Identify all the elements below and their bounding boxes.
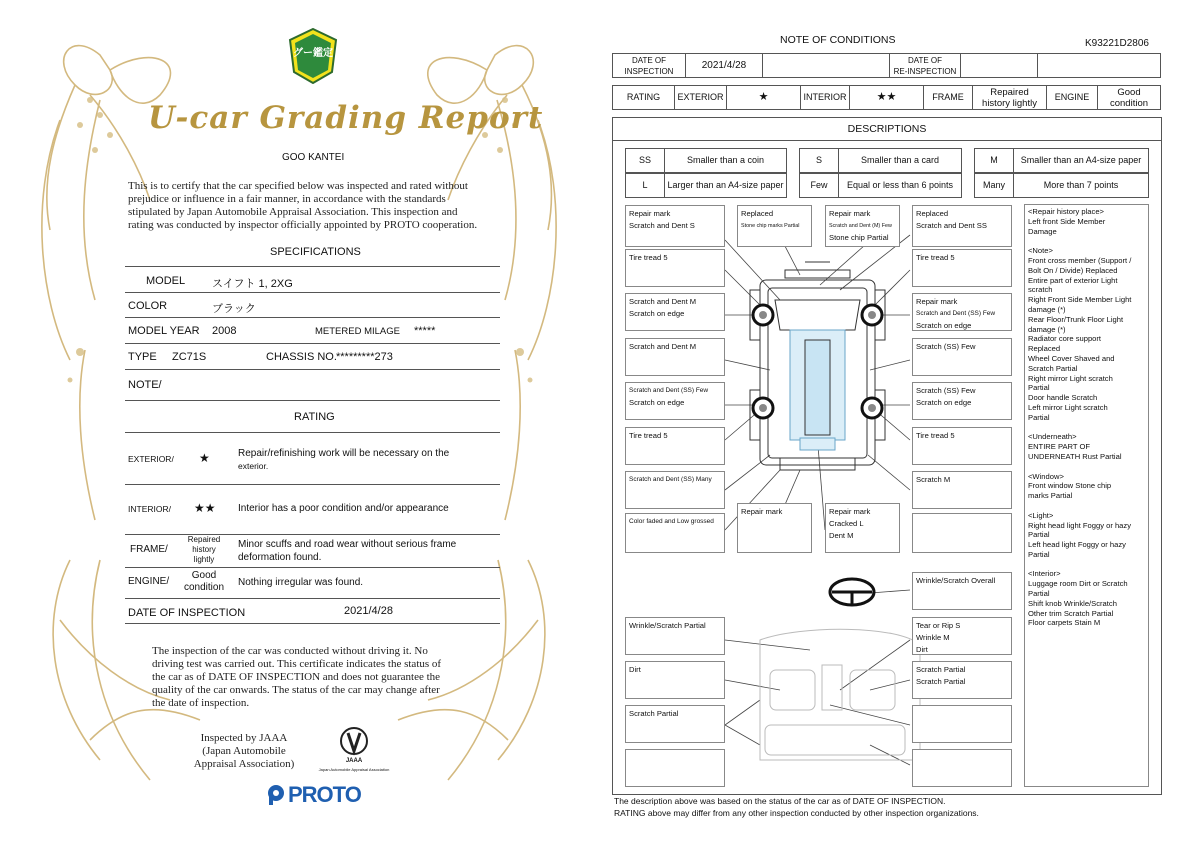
reference-number: K93221D2806 [1085, 38, 1149, 49]
note-box: Scratch Partial Scratch Partial [912, 661, 1012, 699]
exterior-description: Repair/refinishing work will be necessary on the exterior. [238, 448, 450, 471]
description-line [1028, 423, 1145, 433]
description-line: Damage [1028, 226, 1057, 236]
note-box: Repair mark Cracked L Dent M [825, 503, 900, 553]
mileage-value: ***** [414, 325, 436, 337]
divider [125, 598, 500, 599]
engine-label: ENGINE/ [128, 576, 170, 587]
legend-code: M [974, 148, 1014, 173]
exterior-label: EXTERIOR [674, 85, 727, 110]
jaaa-logo [318, 725, 390, 777]
description-line: Other trim Scratch Partial [1028, 608, 1114, 618]
descriptions-heading: DESCRIPTIONS [612, 117, 1162, 141]
engine-value: Good condition [1097, 85, 1161, 110]
jaaa-caption: Japan Automobile Appraisal Association [318, 767, 390, 772]
chassis-value: *********273 [336, 351, 393, 363]
model-year-value: 2008 [212, 325, 237, 337]
divider [125, 484, 500, 485]
color-value: ブラック [212, 303, 256, 315]
footer-line-2: RATING above may differ from any other inspection conducted by other inspection organizations. [614, 808, 979, 818]
steering-wheel-icon [830, 579, 874, 605]
description-line: marks Partial [1028, 491, 1073, 501]
note-box: Repair mark [737, 503, 812, 553]
date-of-inspection-value: 2021/4/28 [685, 53, 763, 78]
jaaa-logo-text: JAAA [345, 758, 363, 764]
engine-label: ENGINE [1046, 85, 1098, 110]
description-line: Wheel Cover Shaved and [1028, 353, 1115, 363]
note-box: Scratch Partial [625, 705, 725, 743]
legend-meaning: Equal or less than 6 points [838, 173, 962, 198]
proto-mark-icon [266, 784, 286, 806]
divider [125, 317, 500, 318]
description-line: Left mirror Light scratch [1028, 402, 1108, 412]
frame-value: Repaired history lightly [972, 85, 1047, 110]
intro-text: This is to certify that the car specified below was inspected and rated without prejudice or influence in a fair manner, in accordance with the standards stipulated by Japan Automobile Appraisal Association. This inspection and rating was conducted by inspector officially appointed by PROTO cooperation. [128, 180, 478, 231]
note-box: Repair mark Scratch and Dent (M) Few Stone chip Partial [825, 205, 900, 247]
description-line [1028, 560, 1145, 570]
car-interior-view [760, 629, 920, 760]
note-box: Tire tread 5 [912, 427, 1012, 465]
description-line: scratch [1028, 285, 1053, 295]
description-line: Entire part of exterior Light [1028, 275, 1118, 285]
legend-meaning: Smaller than a coin [664, 148, 787, 173]
note-box: Wrinkle/Scratch Overall [912, 572, 1012, 610]
description-line: Front cross member (Support / [1028, 255, 1132, 265]
description-line: Scratch Partial [1028, 363, 1078, 373]
note-box: Dirt [625, 661, 725, 699]
mileage-label: METERED MILAGE [315, 326, 400, 337]
legend-code: L [625, 173, 665, 198]
description-line: UNDERNEATH Rust Partial [1028, 451, 1122, 461]
note-box: Scratch and Dent (SS) Few Scratch on edge [625, 382, 725, 420]
description-line: Rear Floor/Trunk Floor Light [1028, 314, 1124, 324]
description-line: damage (*) [1028, 304, 1066, 314]
description-line: Front window Stone chip [1028, 481, 1112, 491]
description-line: Shift knob Wrinkle/Scratch [1028, 598, 1117, 608]
divider [125, 400, 500, 401]
note-box: Replaced Stone chip marks Partial [737, 205, 812, 247]
divider [125, 266, 500, 267]
note-box: Tear or Rip S Wrinkle M Dirt [912, 617, 1012, 655]
divider [125, 432, 500, 433]
footer-line-1: The description above was based on the status of the car as of DATE OF INSPECTION. [614, 796, 946, 806]
type-value: ZC71S [172, 351, 207, 363]
proto-logo [266, 780, 361, 810]
report-subtitle: GOO KANTEI [282, 152, 345, 163]
jaaa-emblem-icon [318, 725, 390, 759]
description-line: Luggage room Dirt or Scratch [1028, 579, 1128, 589]
frame-description: Minor scuffs and road wear without serious frame deformation found. [238, 539, 457, 563]
description-line: Right mirror Light scratch [1028, 373, 1113, 383]
description-line: Door handle Scratch [1028, 393, 1098, 403]
description-line: Floor carpets Stain M [1028, 618, 1101, 628]
description-line: damage (*) [1028, 324, 1066, 334]
frame-label: FRAME [923, 85, 973, 110]
note-box: Scratch M [912, 471, 1012, 509]
legend-meaning: Smaller than an A4-size paper [1013, 148, 1149, 173]
description-line: <Light> [1028, 510, 1054, 520]
note-box: Scratch and Dent M Scratch on edge [625, 293, 725, 331]
report-title: U-car Grading Report [148, 100, 544, 136]
divider [125, 567, 500, 568]
rating-label: RATING [612, 85, 675, 110]
note-box: Repair mark Scratch and Dent S [625, 205, 725, 247]
note-box: Tire tread 5 [625, 427, 725, 465]
model-value: スイフト 1, 2XG [212, 278, 293, 290]
interior-rating: ★★ [194, 501, 216, 515]
note-box: Scratch (SS) Few Scratch on edge [912, 382, 1012, 420]
description-list [1024, 204, 1149, 787]
divider [125, 623, 500, 624]
description-line: <Interior> [1028, 569, 1061, 579]
legend-meaning: More than 7 points [1013, 173, 1149, 198]
description-line: Replaced [1028, 344, 1061, 354]
specifications-heading: SPECIFICATIONS [270, 246, 361, 258]
closing-text: The inspection of the car was conducted without driving it. No driving test was carried out. This certificate indicates the status of the car as of DATE OF INSPECTION and does not guarantee the quality of the car onwards. The status of the car may change after the date of inspection. [152, 645, 442, 709]
note-box: Color faded and Low grossed [625, 513, 725, 553]
badge-text: グー鑑定 [293, 48, 333, 59]
exterior-value: ★ [726, 85, 801, 110]
note-label: NOTE/ [128, 379, 162, 391]
description-line: Radiator core support [1028, 334, 1102, 344]
frame-rating: Repaired history lightly [187, 535, 221, 564]
description-line: Right Front Side Member Light [1028, 295, 1132, 305]
note-box [912, 749, 1012, 787]
divider [125, 343, 500, 344]
legend-meaning: Smaller than a card [838, 148, 962, 173]
description-line: <Underneath> [1028, 432, 1077, 442]
chassis-label: CHASSIS NO. [266, 351, 337, 363]
divider [125, 369, 500, 370]
rating-heading: RATING [294, 411, 335, 423]
model-year-label: MODEL YEAR [128, 325, 200, 337]
inspected-by: Inspected by JAAA (Japan Automobile Appraisal Association) [193, 732, 295, 770]
description-line: Partial [1028, 383, 1050, 393]
description-line [1028, 501, 1145, 511]
description-line [1028, 236, 1145, 246]
note-box: Tire tread 5 [625, 249, 725, 287]
interior-description: Interior has a poor condition and/or appearance [238, 503, 449, 514]
divider [125, 292, 500, 293]
note-box [912, 513, 1012, 553]
note-of-conditions-sheet [600, 0, 1200, 848]
interior-label: INTERIOR/ [128, 504, 171, 514]
note-box: Replaced Scratch and Dent SS [912, 205, 1012, 247]
date-of-inspection-label: DATE OF INSPECTION [128, 607, 246, 619]
legend-code: Few [799, 173, 839, 198]
engine-rating: Good condition [183, 570, 225, 593]
date-of-inspection-label: DATE OF INSPECTION [612, 53, 686, 78]
note-box [625, 749, 725, 787]
description-line: Partial [1028, 549, 1050, 559]
interior-label: INTERIOR [800, 85, 850, 110]
note-box: Wrinkle/Scratch Partial [625, 617, 725, 655]
frame-label: FRAME/ [130, 544, 168, 555]
note-box: Scratch and Dent (SS) Many [625, 471, 725, 509]
sheet-title: NOTE OF CONDITIONS [780, 34, 896, 46]
legend-code: Many [974, 173, 1014, 198]
type-label: TYPE [128, 351, 157, 363]
legend-code: SS [625, 148, 665, 173]
exterior-rating: ★ [199, 451, 210, 465]
description-line: Bolt On / Divide) Replaced [1028, 265, 1118, 275]
description-line: Partial [1028, 412, 1050, 422]
description-line: Right head light Foggy or hazy [1028, 520, 1131, 530]
description-line: <Note> [1028, 246, 1053, 256]
note-box: Scratch (SS) Few [912, 338, 1012, 376]
exterior-label: EXTERIOR/ [128, 454, 174, 464]
legend-meaning: Larger than an A4-size paper [664, 173, 787, 198]
model-label: MODEL [146, 275, 186, 287]
description-line: <Window> [1028, 471, 1064, 481]
description-line: ENTIRE PART OF [1028, 442, 1091, 452]
interior-value: ★★ [849, 85, 924, 110]
note-box: Tire tread 5 [912, 249, 1012, 287]
description-line [1028, 462, 1145, 472]
proto-logo-text: PROTO [288, 782, 361, 807]
engine-description: Nothing irregular was found. [238, 577, 364, 588]
note-box: Scratch and Dent M [625, 338, 725, 376]
description-line: Partial [1028, 589, 1050, 599]
goo-kantei-badge [288, 28, 338, 84]
description-line: Left head light Foggy or hazy [1028, 540, 1126, 550]
legend-code: S [799, 148, 839, 173]
description-line: <Repair history place> [1028, 207, 1104, 216]
note-box [912, 705, 1012, 743]
description-line: Partial [1028, 530, 1050, 540]
date-of-inspection-value: 2021/4/28 [344, 605, 393, 617]
note-box: Repair mark Scratch and Dent (SS) Few Scratch on edge [912, 293, 1012, 331]
color-label: COLOR [128, 300, 168, 312]
car-top-view [750, 262, 885, 470]
reinspection-label: DATE OF RE-INSPECTION [889, 53, 961, 78]
description-line: Left front Side Member [1028, 216, 1106, 226]
